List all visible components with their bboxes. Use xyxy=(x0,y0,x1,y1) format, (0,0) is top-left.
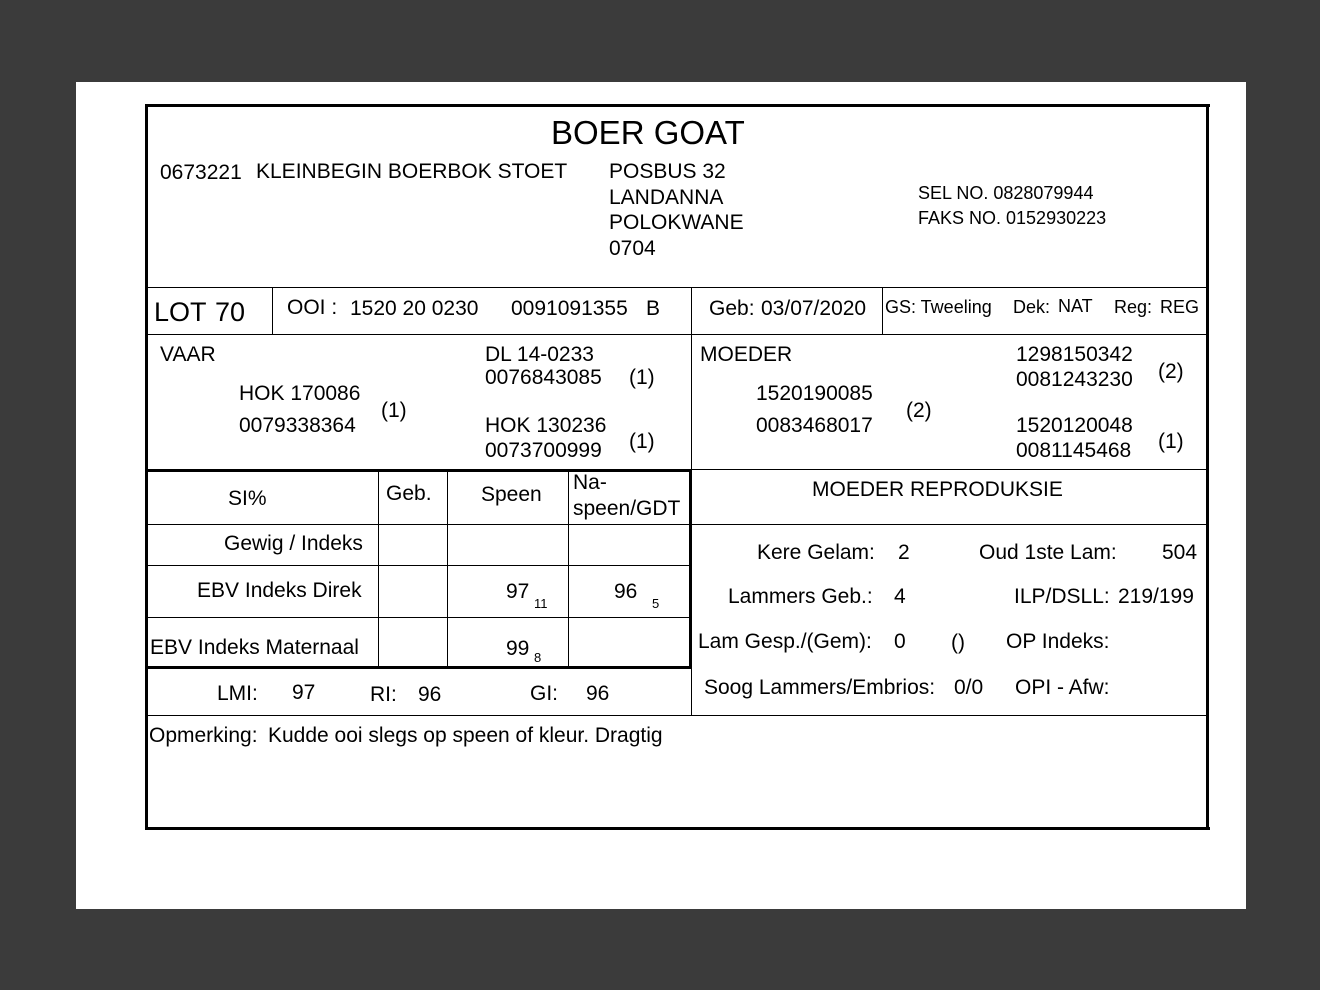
divider xyxy=(272,287,273,334)
kere-label: Kere Gelam: xyxy=(757,541,875,564)
row-ebv-maternaal-label: EBV Indeks Maternaal xyxy=(150,636,359,659)
grandsire-2-count: (1) xyxy=(629,430,655,453)
granddam-2-id: 1520120048 xyxy=(1016,414,1133,437)
gesp-value: 0 xyxy=(894,630,906,653)
lmi-label: LMI: xyxy=(217,682,258,705)
header-speen: Speen xyxy=(481,483,542,506)
divider xyxy=(147,715,1207,716)
divider xyxy=(378,469,379,667)
ebv-direk-speen-count: 11 xyxy=(534,596,548,611)
soog-value: 0/0 xyxy=(954,676,984,699)
table-right xyxy=(689,469,692,667)
divider xyxy=(147,565,692,566)
geb-date: 03/07/2020 xyxy=(761,297,867,320)
moeder-label: MOEDER xyxy=(700,343,793,366)
table-bottom xyxy=(147,666,692,669)
breeder-name: KLEINBEGIN BOERBOK STOET xyxy=(256,160,568,183)
kere-value: 2 xyxy=(898,541,910,564)
ilp-value: 219/199 xyxy=(1118,585,1194,608)
ebv-maternaal-speen: 99 xyxy=(506,637,530,660)
row-ebv-direk-label: EBV Indeks Direk xyxy=(197,579,362,602)
address-line-2: LANDANNA xyxy=(609,186,724,209)
op-label: OP Indeks: xyxy=(1006,630,1110,653)
reg-value: REG xyxy=(1160,297,1200,317)
dam-count: (2) xyxy=(906,399,932,422)
soog-label: Soog Lammers/Embrios: xyxy=(704,676,936,699)
header-naspeen-line2: speen/GDT xyxy=(573,497,681,520)
lammers-label: Lammers Geb.: xyxy=(728,585,873,608)
oud-value: 504 xyxy=(1162,541,1198,564)
dek-value: NAT xyxy=(1058,296,1093,316)
granddam-2-count: (1) xyxy=(1158,430,1184,453)
ebv-direk-naspeen: 96 xyxy=(614,580,638,603)
dam-number: 0083468017 xyxy=(756,414,873,437)
border-right xyxy=(1206,104,1209,830)
ilp-label: ILP/DSLL: xyxy=(1014,585,1110,608)
faks-number: FAKS NO. 0152930223 xyxy=(918,208,1107,228)
grandsire-2-number: 0073700999 xyxy=(485,439,602,462)
grandsire-1-id: DL 14-0233 xyxy=(485,343,594,366)
gi-label: GI: xyxy=(530,682,559,705)
gesp-average: () xyxy=(951,631,965,654)
remark-text: Kudde ooi slegs op speen of kleur. Dragtig xyxy=(268,724,663,747)
ebv-maternaal-speen-count: 8 xyxy=(534,650,542,665)
opi-label: OPI - Afw: xyxy=(1015,676,1110,699)
address-line-1: POSBUS 32 xyxy=(609,160,726,183)
sire-id: HOK 170086 xyxy=(239,382,361,405)
divider xyxy=(691,469,1207,470)
ooi-number: 0091091355 xyxy=(511,297,628,320)
divider xyxy=(568,469,569,667)
table-top xyxy=(147,469,692,472)
grandsire-1-number: 0076843085 xyxy=(485,366,602,389)
page-title: BOER GOAT xyxy=(551,114,745,151)
granddam-1-count: (2) xyxy=(1158,360,1184,383)
border-top xyxy=(145,104,1210,107)
divider xyxy=(882,287,883,334)
gi-value: 96 xyxy=(586,682,610,705)
dek-label: Dek: xyxy=(1013,297,1051,317)
divider xyxy=(147,617,692,618)
granddam-2-number: 0081145468 xyxy=(1016,439,1132,462)
divider xyxy=(147,524,692,525)
sire-count: (1) xyxy=(381,399,407,422)
gs-value: GS: Tweeling xyxy=(885,297,992,317)
border-left xyxy=(145,104,148,830)
gesp-label: Lam Gesp./(Gem): xyxy=(698,630,872,653)
sire-number: 0079338364 xyxy=(239,414,356,437)
header-naspeen-line1: Na- xyxy=(573,471,607,494)
divider xyxy=(147,287,1207,288)
ooi-label: OOI : xyxy=(287,296,338,319)
border-bottom xyxy=(145,827,1210,830)
ooi-grade: B xyxy=(646,297,661,320)
divider xyxy=(691,524,1207,525)
divider xyxy=(147,334,1207,335)
ebv-direk-speen: 97 xyxy=(506,580,530,603)
ri-label: RI: xyxy=(370,683,397,706)
sel-number: SEL NO. 0828079944 xyxy=(918,183,1094,203)
grandsire-1-count: (1) xyxy=(629,366,655,389)
ooi-id: 1520 20 0230 xyxy=(350,297,479,320)
lammers-value: 4 xyxy=(894,585,906,608)
ebv-direk-naspeen-count: 5 xyxy=(652,596,660,611)
geb-label: Geb: xyxy=(709,297,755,320)
breeder-code: 0673221 xyxy=(160,161,242,184)
remark-label: Opmerking: xyxy=(149,724,258,747)
oud-label: Oud 1ste Lam: xyxy=(979,541,1117,564)
address-line-3: POLOKWANE xyxy=(609,211,744,234)
dam-id: 1520190085 xyxy=(756,382,873,405)
ri-value: 96 xyxy=(418,683,442,706)
row-gewig-label: Gewig / Indeks xyxy=(224,532,363,555)
vaar-label: VAAR xyxy=(160,343,216,366)
header-si: SI% xyxy=(228,487,267,510)
reg-label: Reg: xyxy=(1114,297,1153,317)
divider xyxy=(447,469,448,667)
grandsire-2-id: HOK 130236 xyxy=(485,414,607,437)
header-geb: Geb. xyxy=(386,482,432,505)
lot-label: LOT xyxy=(154,297,207,327)
lmi-value: 97 xyxy=(292,681,316,704)
lot-number: 70 xyxy=(215,297,246,327)
repro-title: MOEDER REPRODUKSIE xyxy=(812,478,1063,501)
address-line-4: 0704 xyxy=(609,237,656,260)
granddam-1-number: 0081243230 xyxy=(1016,368,1133,391)
granddam-1-id: 1298150342 xyxy=(1016,343,1133,366)
